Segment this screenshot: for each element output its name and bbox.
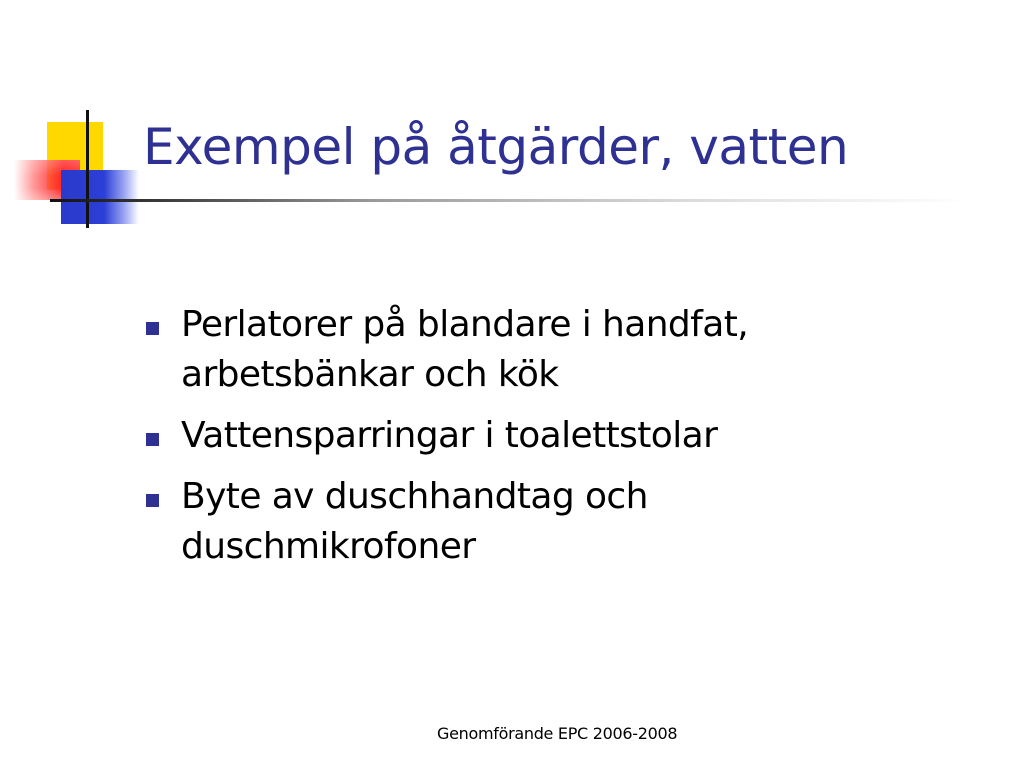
square-bullet-icon	[146, 433, 159, 446]
slide-title: Exempel på åtgärder, vatten	[143, 118, 849, 176]
bullet-list	[144, 300, 844, 583]
square-bullet-icon	[146, 494, 159, 507]
bullet-text: Vattensparringar i toalettstolar	[181, 415, 718, 456]
square-bullet-icon	[146, 322, 159, 335]
title-underline-rule	[50, 199, 970, 202]
bullet-item	[144, 300, 844, 400]
bullet-item	[144, 411, 844, 461]
bullet-text: Byte av duschhandtag och duschmikrofoner	[181, 476, 648, 567]
bullet-text: Perlatorer på blandare i handfat, arbetsbänkar och kök	[181, 304, 749, 395]
blue-square-icon	[61, 170, 139, 224]
bullet-item	[144, 472, 844, 572]
slide-footer: Genomförande EPC 2006-2008	[437, 724, 678, 743]
vertical-rule-line	[86, 110, 89, 228]
